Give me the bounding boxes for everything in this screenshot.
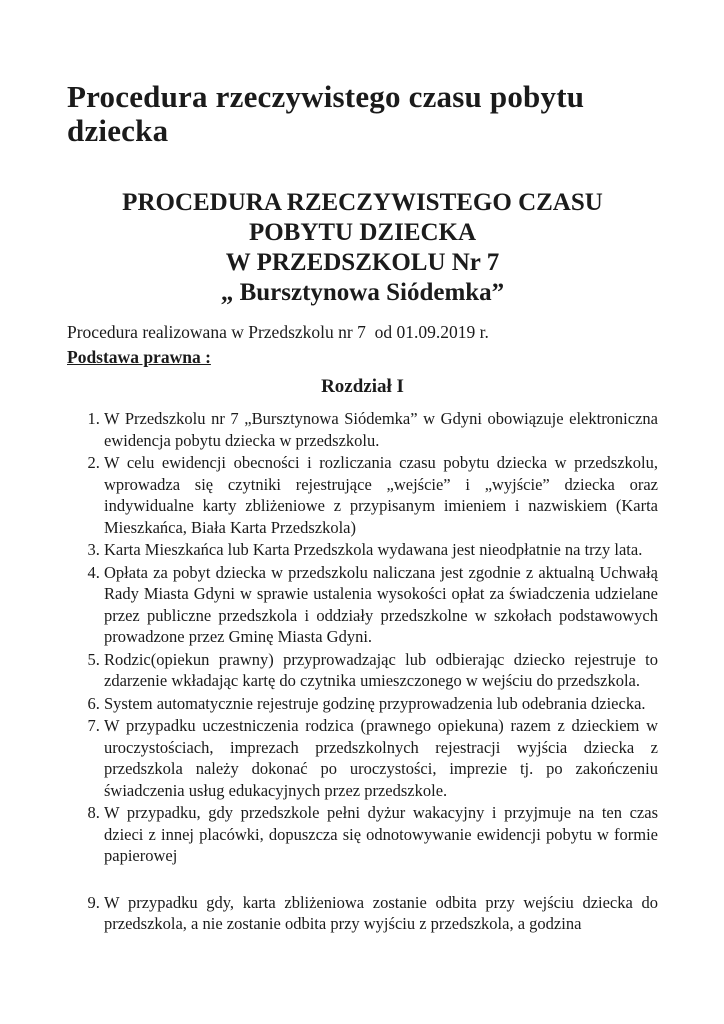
list-item: 2. W celu ewidencji obecności i rozliczania czasu pobytu dziecka w przedszkolu, wprowadza się czytniki rejestrujące „wejście” i „wyjście” dziecka oraz indywidualne karty zbliżeniowe z przypisanym imieniem i nazwiskiem (Karta Mieszkańca, Biała Karta Przedszkola) [104, 452, 658, 538]
realization-note: Procedura realizowana w Przedszkolu nr 7 od 01.09.2019 r. [67, 322, 489, 343]
legal-basis-label: Podstawa prawna : [67, 347, 211, 368]
page-title: Procedura rzeczywistego czasu pobytu dziecka [67, 79, 585, 149]
heading-line-kindergarten: W PRZEDSZKOLU Nr 7 [225, 249, 500, 277]
heading-line-procedure: PROCEDURA RZECZYWISTEGO CZASU POBYTU DZIECKA [122, 189, 603, 247]
list-item: 9. W przypadku gdy, karta zbliżeniowa zostanie odbita przy wejściu dziecka do przedszkola, a nie zostanie odbita przy wyjściu z przedszkola, a godzina [104, 892, 658, 935]
list-item: 1. W Przedszkolu nr 7 „Bursztynowa Siódemka” w Gdyni obowiązuje elektroniczna ewidencja pobytu dziecka w przedszkolu. [104, 408, 658, 451]
list-item: 3. Karta Mieszkańca lub Karta Przedszkola wydawana jest nieodpłatnie na trzy lata. [104, 539, 658, 561]
list-item: 7. W przypadku uczestniczenia rodzica (prawnego opiekuna) razem z dzieckiem w uroczystościach, imprezach przedszkolnych rejestracji wyjścia dziecka z przedszkola należy dokonać po uroczystości, imprezie tj. po zakończeniu świadczenia usług edukacyjnych przez przedszkole. [104, 715, 658, 801]
list-item: 6. System automatycznie rejestruje godzinę przyprowadzenia lub odebrania dziecka. [104, 693, 658, 715]
document-heading-block [67, 188, 658, 308]
heading-line-kindergarten-name: „ Bursztynowa Siódemka” [220, 279, 505, 307]
procedure-list [67, 408, 658, 935]
list-item: 4. Opłata za pobyt dziecka w przedszkolu naliczana jest zgodnie z aktualną Uchwałą Rady Miasta Gdyni w sprawie ustalenia wysokości opłat za świadczenia udzielane przez publiczne przedszkola i oddziały przedszkolne w szkołach podstawowych prowadzone przez Gminę Miasta Gdyni. [104, 562, 658, 648]
list-item: 8. W przypadku, gdy przedszkole pełni dyżur wakacyjny i przyjmuje na ten czas dzieci z innej placówki, dopuszcza się odnotowywanie ewidencji pobytu w formie papierowej [104, 802, 658, 867]
list-item: 5. Rodzic(opiekun prawny) przyprowadzając lub odbierając dziecko rejestruje to zdarzenie wkładając kartę do czytnika umieszczonego w wejściu do przedszkola. [104, 649, 658, 692]
chapter-heading: Rozdział I [321, 376, 404, 398]
